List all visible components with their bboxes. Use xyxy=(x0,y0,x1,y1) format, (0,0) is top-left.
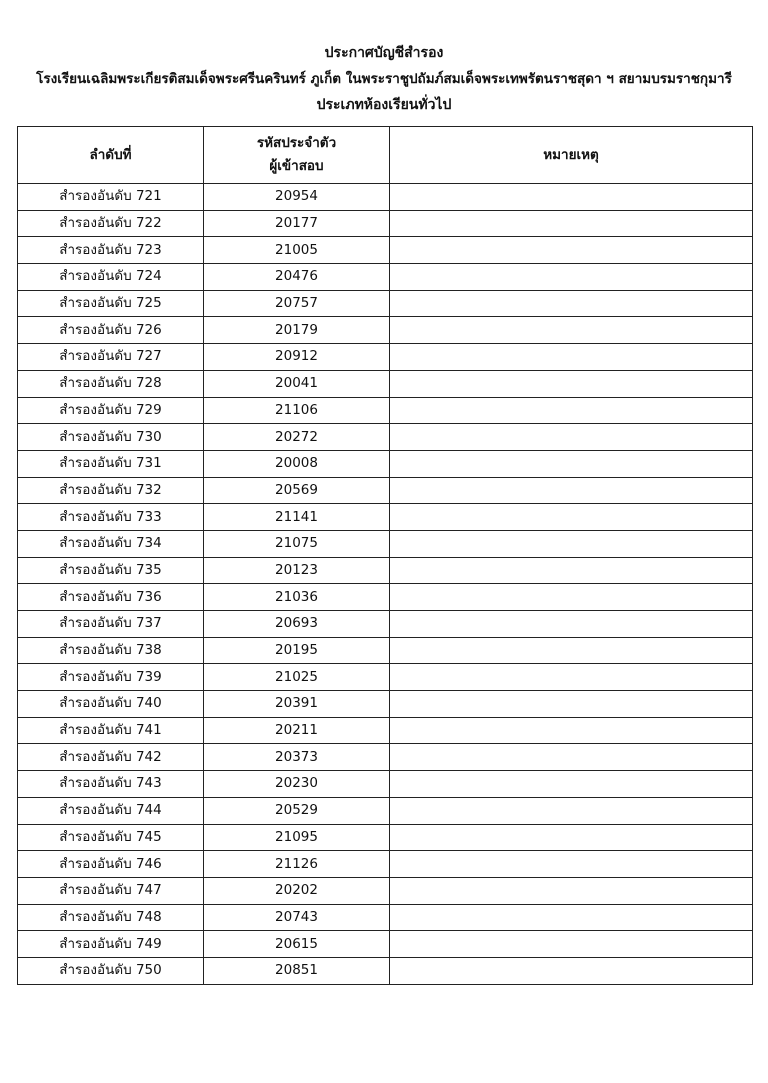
remark-cell xyxy=(390,824,753,851)
table-row xyxy=(18,557,753,584)
remark-cell xyxy=(390,477,753,504)
remark-cell xyxy=(390,237,753,264)
remark-cell xyxy=(390,264,753,291)
code-cell: 20476 xyxy=(204,264,390,291)
remark-cell xyxy=(390,424,753,451)
rank-cell: สำรองอันดับ 730 xyxy=(18,424,204,451)
table-row xyxy=(18,584,753,611)
rank-cell: สำรองอันดับ 735 xyxy=(18,557,204,584)
table-row xyxy=(18,877,753,904)
remark-cell xyxy=(390,877,753,904)
table-body xyxy=(18,184,753,985)
code-cell: 20211 xyxy=(204,717,390,744)
rank-cell: สำรองอันดับ 729 xyxy=(18,397,204,424)
code-cell: 20123 xyxy=(204,557,390,584)
code-cell: 20954 xyxy=(204,184,390,211)
code-cell: 20272 xyxy=(204,424,390,451)
remark-cell xyxy=(390,664,753,691)
code-cell: 20851 xyxy=(204,957,390,984)
rank-cell: สำรองอันดับ 740 xyxy=(18,691,204,718)
rank-cell: สำรองอันดับ 737 xyxy=(18,611,204,638)
remark-cell xyxy=(390,637,753,664)
rank-cell: สำรองอันดับ 736 xyxy=(18,584,204,611)
code-cell: 21126 xyxy=(204,851,390,878)
table-header-row xyxy=(18,127,753,184)
rank-cell: สำรองอันดับ 743 xyxy=(18,771,204,798)
remark-cell xyxy=(390,611,753,638)
table-row xyxy=(18,771,753,798)
rank-cell: สำรองอันดับ 724 xyxy=(18,264,204,291)
column-header-remark: หมายเหตุ xyxy=(390,127,753,184)
rank-cell: สำรองอันดับ 731 xyxy=(18,450,204,477)
remark-cell xyxy=(390,450,753,477)
remark-cell xyxy=(390,530,753,557)
rank-cell: สำรองอันดับ 748 xyxy=(18,904,204,931)
rank-cell: สำรองอันดับ 721 xyxy=(18,184,204,211)
code-cell: 20041 xyxy=(204,370,390,397)
remark-cell xyxy=(390,290,753,317)
table-row xyxy=(18,931,753,958)
document-title: ประกาศบัญชีสำรอง xyxy=(324,45,444,61)
code-cell: 20179 xyxy=(204,317,390,344)
table-row xyxy=(18,664,753,691)
reserve-list-table xyxy=(17,126,753,985)
table-row xyxy=(18,797,753,824)
remark-cell xyxy=(390,344,753,371)
code-cell: 20230 xyxy=(204,771,390,798)
table-row xyxy=(18,957,753,984)
table-row xyxy=(18,744,753,771)
rank-cell: สำรองอันดับ 742 xyxy=(18,744,204,771)
code-cell: 20743 xyxy=(204,904,390,931)
rank-cell: สำรองอันดับ 749 xyxy=(18,931,204,958)
remark-cell xyxy=(390,691,753,718)
column-header-code-line2: ผู้เข้าสอบ xyxy=(269,158,324,174)
rank-cell: สำรองอันดับ 734 xyxy=(18,530,204,557)
table-row xyxy=(18,477,753,504)
table-row xyxy=(18,370,753,397)
code-cell: 21141 xyxy=(204,504,390,531)
rank-cell: สำรองอันดับ 725 xyxy=(18,290,204,317)
table-row xyxy=(18,290,753,317)
remark-cell xyxy=(390,851,753,878)
rank-cell: สำรองอันดับ 744 xyxy=(18,797,204,824)
code-cell: 20569 xyxy=(204,477,390,504)
table-row xyxy=(18,264,753,291)
table-row xyxy=(18,210,753,237)
rank-cell: สำรองอันดับ 728 xyxy=(18,370,204,397)
table-row xyxy=(18,450,753,477)
code-cell: 21005 xyxy=(204,237,390,264)
code-cell: 20912 xyxy=(204,344,390,371)
table-row xyxy=(18,424,753,451)
code-cell: 20373 xyxy=(204,744,390,771)
code-cell: 20693 xyxy=(204,611,390,638)
remark-cell xyxy=(390,184,753,211)
code-cell: 20529 xyxy=(204,797,390,824)
rank-cell: สำรองอันดับ 727 xyxy=(18,344,204,371)
column-header-rank: ลำดับที่ xyxy=(18,127,204,184)
code-cell: 20615 xyxy=(204,931,390,958)
code-cell: 20757 xyxy=(204,290,390,317)
code-cell: 21106 xyxy=(204,397,390,424)
remark-cell xyxy=(390,370,753,397)
code-cell: 21036 xyxy=(204,584,390,611)
rank-cell: สำรองอันดับ 747 xyxy=(18,877,204,904)
rank-cell: สำรองอันดับ 732 xyxy=(18,477,204,504)
document-header xyxy=(0,40,768,118)
rank-cell: สำรองอันดับ 745 xyxy=(18,824,204,851)
category-title: ประเภทห้องเรียนทั่วไป xyxy=(316,97,452,113)
table-row xyxy=(18,611,753,638)
remark-cell xyxy=(390,957,753,984)
table-row xyxy=(18,530,753,557)
table-row xyxy=(18,691,753,718)
rank-cell: สำรองอันดับ 746 xyxy=(18,851,204,878)
table-row xyxy=(18,904,753,931)
remark-cell xyxy=(390,797,753,824)
rank-cell: สำรองอันดับ 738 xyxy=(18,637,204,664)
remark-cell xyxy=(390,584,753,611)
remark-cell xyxy=(390,771,753,798)
remark-cell xyxy=(390,504,753,531)
table-row xyxy=(18,717,753,744)
remark-cell xyxy=(390,397,753,424)
code-cell: 21095 xyxy=(204,824,390,851)
remark-cell xyxy=(390,210,753,237)
rank-cell: สำรองอันดับ 750 xyxy=(18,957,204,984)
code-cell: 20391 xyxy=(204,691,390,718)
table-row xyxy=(18,344,753,371)
remark-cell xyxy=(390,557,753,584)
table-row xyxy=(18,317,753,344)
remark-cell xyxy=(390,317,753,344)
column-header-code xyxy=(204,127,390,184)
rank-cell: สำรองอันดับ 722 xyxy=(18,210,204,237)
rank-cell: สำรองอันดับ 739 xyxy=(18,664,204,691)
table-row xyxy=(18,824,753,851)
code-cell: 20008 xyxy=(204,450,390,477)
rank-cell: สำรองอันดับ 726 xyxy=(18,317,204,344)
remark-cell xyxy=(390,744,753,771)
table-row xyxy=(18,397,753,424)
remark-cell xyxy=(390,931,753,958)
table-row xyxy=(18,237,753,264)
remark-cell xyxy=(390,717,753,744)
school-name: โรงเรียนเฉลิมพระเกียรติสมเด็จพระศรีนครินทร์ ภูเก็ต ในพระราชูปถัมภ์สมเด็จพระเทพรัตนราชสุดา ฯ สยามบรมราชกุมารี xyxy=(36,71,732,87)
code-cell: 20195 xyxy=(204,637,390,664)
code-cell: 21075 xyxy=(204,530,390,557)
table-row xyxy=(18,851,753,878)
table-row xyxy=(18,637,753,664)
code-cell: 20177 xyxy=(204,210,390,237)
table-row xyxy=(18,504,753,531)
code-cell: 20202 xyxy=(204,877,390,904)
column-header-code-line1: รหัสประจำตัว xyxy=(256,135,337,151)
rank-cell: สำรองอันดับ 741 xyxy=(18,717,204,744)
rank-cell: สำรองอันดับ 733 xyxy=(18,504,204,531)
rank-cell: สำรองอันดับ 723 xyxy=(18,237,204,264)
code-cell: 21025 xyxy=(204,664,390,691)
remark-cell xyxy=(390,904,753,931)
table-row xyxy=(18,184,753,211)
